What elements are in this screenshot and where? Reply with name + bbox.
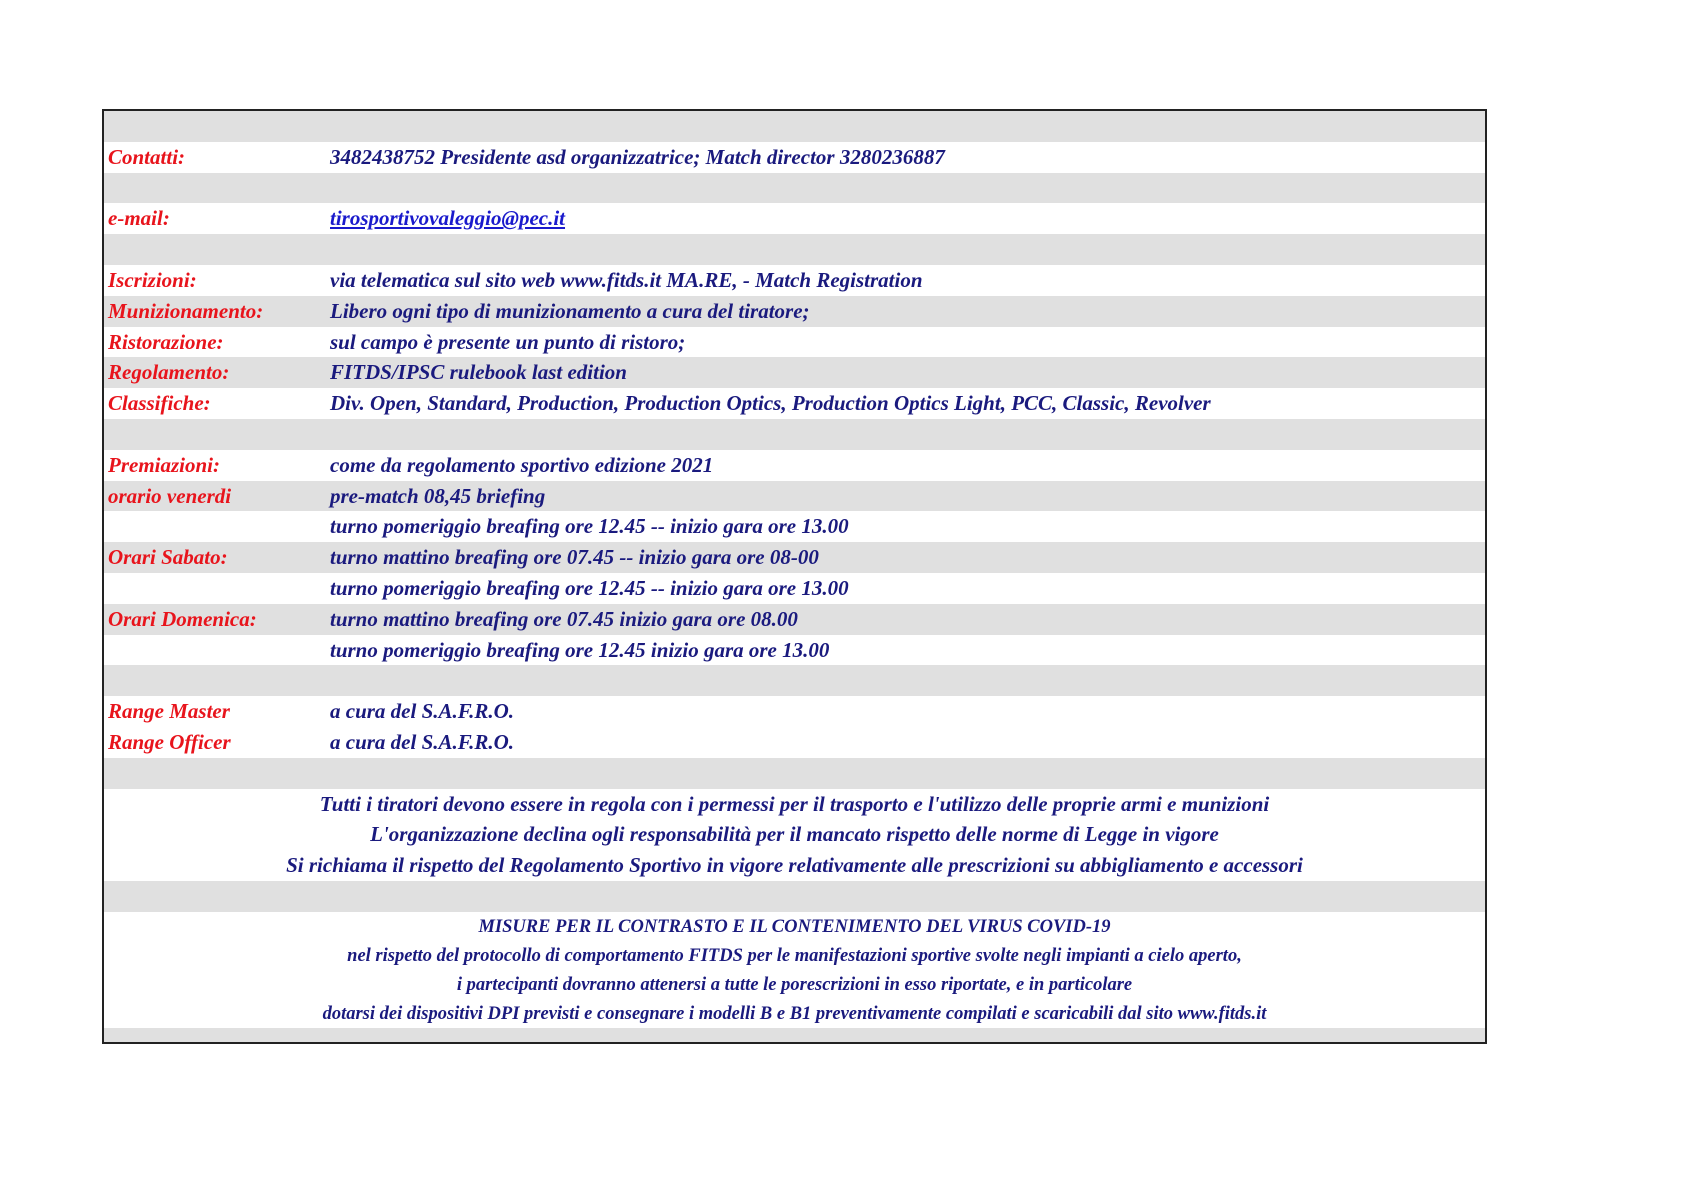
info-label: Classifiche: xyxy=(108,391,211,416)
contacts-value: 3482438752 Presidente asd organizzatrice; Match director 3280236887 xyxy=(330,144,945,169)
email-value xyxy=(330,203,565,234)
info-row xyxy=(104,388,1485,419)
schedule-row xyxy=(104,573,1485,604)
info-label: Regolamento: xyxy=(108,360,230,385)
note-line: Tutti i tiratori devono essere in regola con i permessi per il trasporto e l'utilizzo delle proprie armi e munizioni xyxy=(104,789,1485,820)
info-value: Libero ogni tipo di munizionamento a cura del tiratore; xyxy=(330,298,810,323)
schedule-value: turno mattino breafing ore 07.45 inizio gara ore 08.00 xyxy=(330,606,798,631)
covid-title: MISURE PER IL CONTRASTO E IL CONTENIMENTO DEL VIRUS COVID-19 xyxy=(104,912,1485,941)
schedule-row xyxy=(104,481,1485,512)
spacer-row xyxy=(104,881,1485,912)
info-label: Ristorazione: xyxy=(108,329,224,354)
schedule-row xyxy=(104,635,1485,666)
schedule-value: turno pomeriggio breafing ore 12.45 -- inizio gara ore 13.00 xyxy=(330,514,849,539)
schedule-label: Premiazioni: xyxy=(108,452,221,477)
email-label: e-mail: xyxy=(108,206,170,231)
schedule-value: turno mattino breafing ore 07.45 -- inizio gara ore 08-00 xyxy=(330,545,819,570)
info-sheet xyxy=(102,109,1487,1044)
staff-row xyxy=(104,727,1485,758)
schedule-value: turno pomeriggio breafing ore 12.45 -- inizio gara ore 13.00 xyxy=(330,575,849,600)
schedule-label: Orari Sabato: xyxy=(108,545,228,570)
email-link[interactable]: tirosportivovaleggio@pec.it xyxy=(330,206,566,231)
schedule-row xyxy=(104,604,1485,635)
info-value: via telematica sul sito web www.fitds.it MA.RE, - Match Registration xyxy=(330,267,923,292)
info-row xyxy=(104,265,1485,296)
schedule-value: turno pomeriggio breafing ore 12.45 inizio gara ore 13.00 xyxy=(330,637,830,662)
schedule-value: come da regolamento sportivo edizione 2021 xyxy=(330,452,714,477)
spacer-row xyxy=(104,758,1485,789)
covid-line: i partecipanti dovranno attenersi a tutte le porescrizioni in esso riportate, e in particolare xyxy=(104,970,1485,999)
info-value: sul campo è presente un punto di ristoro; xyxy=(330,329,686,354)
spacer-row xyxy=(104,111,1485,142)
staff-value: a cura del S.A.F.R.O. xyxy=(330,699,514,724)
info-value: FITDS/IPSC rulebook last edition xyxy=(330,360,627,385)
staff-label: Range Officer xyxy=(108,729,231,754)
info-row xyxy=(104,296,1485,327)
schedule-row xyxy=(104,450,1485,481)
spacer-row xyxy=(104,1028,1485,1044)
schedule-label: Orari Domenica: xyxy=(108,606,257,631)
email-row xyxy=(104,203,1485,234)
staff-value: a cura del S.A.F.R.O. xyxy=(330,729,514,754)
covid-line: dotarsi dei dispositivi DPI previsti e consegnare i modelli B e B1 preventivamente compilati e scaricabili dal sito www.fitds.it xyxy=(104,999,1485,1028)
staff-label: Range Master xyxy=(108,699,230,724)
schedule-row xyxy=(104,511,1485,542)
spacer-row xyxy=(104,665,1485,696)
note-line: L'organizzazione declina ogli responsabilità per il mancato rispetto delle norme di Legge in vigore xyxy=(104,819,1485,850)
schedule-row xyxy=(104,542,1485,573)
spacer-row xyxy=(104,419,1485,450)
schedule-value: pre-match 08,45 briefing xyxy=(330,483,546,508)
info-value: Div. Open, Standard, Production, Production Optics, Production Optics Light, PCC, Classic, Revolver xyxy=(330,391,1211,416)
schedule-label: orario venerdi xyxy=(108,483,232,508)
staff-row xyxy=(104,696,1485,727)
covid-line: nel rispetto del protocollo di comportamento FITDS per le manifestazioni sportive svolte negli impianti a cielo aperto, xyxy=(104,941,1485,970)
spacer-row xyxy=(104,173,1485,204)
border-gap xyxy=(102,511,104,542)
info-label: Iscrizioni: xyxy=(108,267,197,292)
note-line: Si richiama il rispetto del Regolamento Sportivo in vigore relativamente alle prescrizioni su abbigliamento e accessori xyxy=(104,850,1485,881)
contacts-label: Contatti: xyxy=(108,144,186,169)
info-row xyxy=(104,357,1485,388)
spacer-row xyxy=(104,234,1485,265)
info-row xyxy=(104,327,1485,358)
info-label: Munizionamento: xyxy=(108,298,264,323)
contacts-row xyxy=(104,142,1485,173)
